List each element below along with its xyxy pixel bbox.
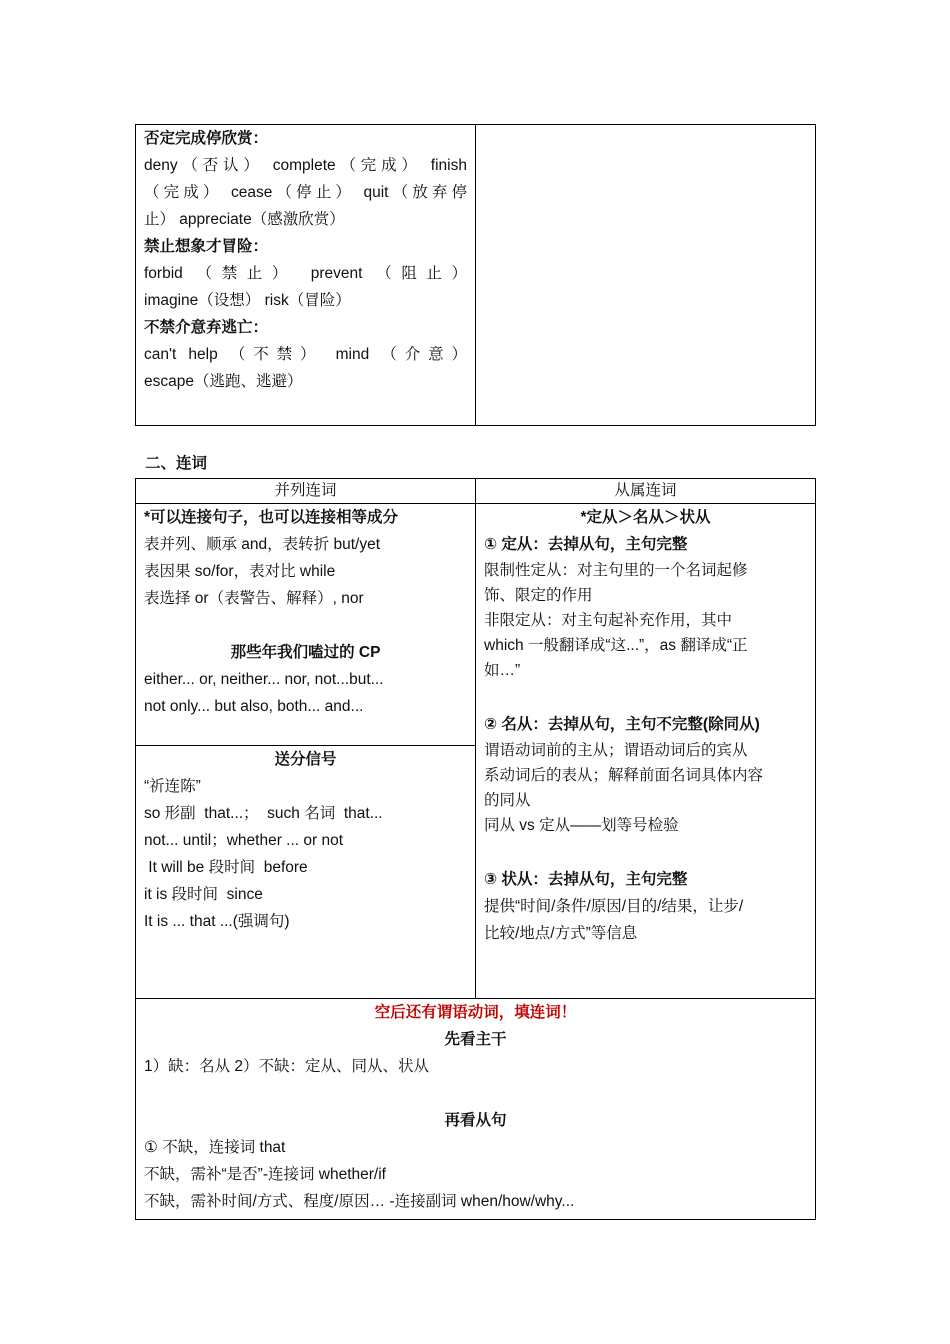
noun-p1-line1: 谓语动词前的主从；谓语动词后的宾从: [484, 742, 748, 759]
conjunction-table: [135, 478, 816, 1220]
attr-p1-line2: 饰、限定的作用: [484, 587, 593, 604]
second-line-2: 不缺，需补“是否”-连接词 whether/if: [144, 1166, 386, 1183]
noun-p1-line3: 的同从: [484, 792, 531, 809]
first-line: 1）缺：名从 2）不缺：定从、同从、状从: [144, 1058, 430, 1075]
adv-p1-line1: 提供“时间/条件/原因/目的/结果，让步/: [484, 898, 744, 915]
red-title: 空后还有谓语动词，填连词！: [374, 1004, 577, 1021]
signal-line: It will be 段时间 before: [144, 859, 308, 876]
verb-line: escape（逃跑、逃避）: [144, 373, 303, 390]
verb-group-heading: 否定完成停欣赏：: [144, 130, 269, 147]
verb-line: forbid （禁止） prevent （阻止）: [144, 265, 467, 282]
noun-p1-line2: 系动词后的表从；解释前面名词具体内容: [484, 767, 764, 784]
attr-p2-line1: 非限定从：对主句起补充作用，其中: [484, 612, 733, 629]
attr-p2-line3: 如…”: [484, 662, 521, 679]
subord-title: *定从＞名从＞状从: [580, 509, 711, 526]
signals-title: 送分信号: [274, 751, 337, 768]
section-title: 二、连词: [145, 455, 208, 472]
signals-cell: [136, 746, 476, 999]
signal-line: not... until；whether ... or not: [144, 832, 344, 849]
adv-p1-line2: 比较/地点/方式”等信息: [484, 925, 638, 942]
adv-clause-heading: ③ 状从：去掉从句，主句完整: [484, 871, 688, 888]
noun-p2: 同从 vs 定从——划等号检验: [484, 817, 679, 834]
header-subordinating: 从属连词: [476, 479, 816, 504]
noun-clause-text: [484, 738, 807, 838]
verb-table-right-cell: [476, 125, 816, 426]
coord-line: 表并列、顺承 and，表转折 but/yet: [144, 536, 381, 553]
coord-heading: 那些年我们嗑过的 CP: [230, 644, 381, 661]
second-heading: 再看从句: [444, 1112, 507, 1129]
header-coordinating: 并列连词: [136, 479, 476, 504]
coord-line: not only... but also, both... and...: [144, 698, 364, 715]
verb-group-heading: 不禁介意弃逃亡：: [144, 319, 269, 336]
coord-line: 表选择 or（表警告、解释）, nor: [144, 590, 364, 607]
coord-line: 表因果 so/for，表对比 while: [144, 563, 336, 580]
verb-table-left-cell: [136, 125, 476, 426]
verb-line: imagine（设想） risk（冒险）: [144, 292, 351, 309]
signal-line: “祈连陈”: [144, 778, 201, 795]
first-heading: 先看主干: [444, 1031, 507, 1048]
verb-line: 止） appreciate（感激欣赏）: [144, 211, 345, 228]
verb-line: （完成） cease（停止） quit（放弃停: [144, 184, 467, 201]
signal-line: so 形副 that...； such 名词 that...: [144, 805, 383, 822]
second-line-1: ① 不缺，连接词 that: [144, 1139, 286, 1156]
coord-line: either... or, neither... nor, not...but...: [144, 671, 384, 688]
noun-clause-heading: ② 名从：去掉从句，主句不完整(除同从): [484, 716, 760, 733]
verb-line: can't help （不禁） mind （介意）: [144, 346, 467, 363]
verb-table: [135, 124, 816, 426]
verb-line: deny（否认） complete（完成） finish: [144, 157, 467, 174]
verb-group-heading: 禁止想象才冒险：: [144, 238, 269, 255]
coord-heading: *可以连接句子，也可以连接相等成分: [144, 509, 399, 526]
attr-p1-line1: 限制性定从：对主句里的一个名词起修: [484, 562, 748, 579]
second-line-3: 不缺，需补时间/方式、程度/原因… -连接副词 when/how/why...: [144, 1193, 575, 1210]
coordinating-cell: [136, 504, 476, 746]
signal-line: it is 段时间 since: [144, 886, 263, 903]
bottom-cell: [136, 999, 816, 1220]
coord-line: [144, 612, 467, 639]
subordinating-cell: [476, 504, 816, 999]
attr-p2-line2: which 一般翻译成“这...”，as 翻译成“正: [484, 637, 748, 654]
attr-restrictive-text: [484, 558, 807, 683]
signal-line: It is ... that ...(强调句): [144, 913, 290, 930]
attr-clause-heading: ① 定从：去掉从句，主句完整: [484, 536, 688, 553]
